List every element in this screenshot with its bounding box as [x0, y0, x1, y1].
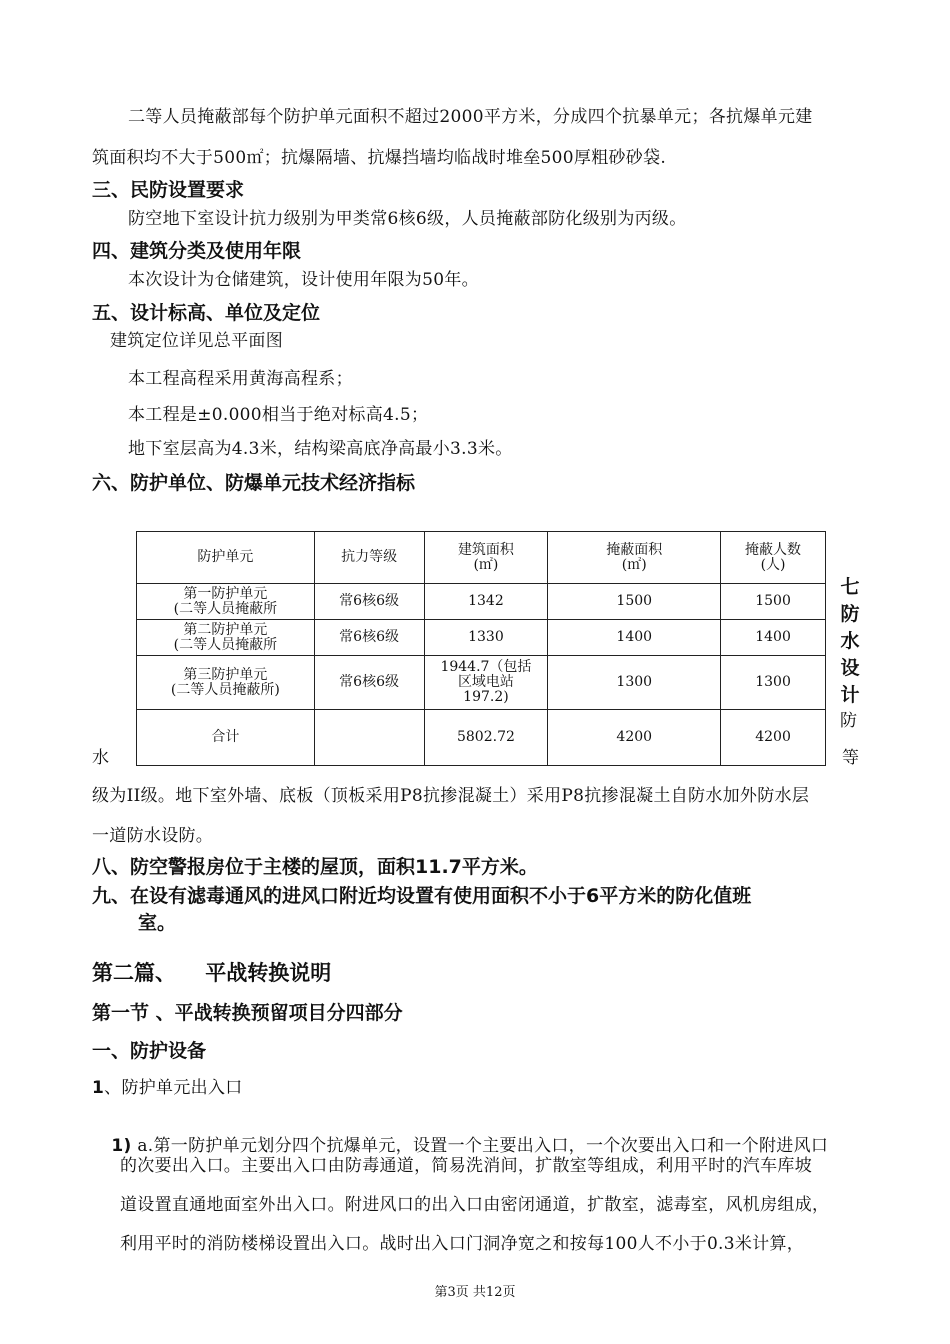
para-text: a.第一防护单元划分四个抗爆单元，设置一个主要出入口，一个次要出入口和一个附进风口 [131, 1136, 829, 1156]
part-2-title: 第二篇、 平战转换说明 [92, 961, 332, 985]
intro-line-1: 二等人员掩蔽部每个防护单元面积不超过2000平方米，分成四个抗暴单元；各抗爆单元建 [128, 107, 813, 127]
technical-indicators-table [136, 531, 826, 766]
table-cell: 常6核6级 [314, 620, 424, 656]
section-4-heading: 四、建筑分类及使用年限 [92, 240, 302, 262]
table-cell: 4200 [721, 710, 826, 766]
table-cell: 1500 [721, 584, 826, 620]
table-cell: 合计 [137, 710, 315, 766]
section-5-heading: 五、设计标高、单位及定位 [92, 302, 321, 324]
header-cell: 抗力等级 [314, 532, 424, 584]
table-cell [314, 710, 424, 766]
para-line-1 [100, 1111, 828, 1156]
section-7-wrap-char: 防 [840, 711, 858, 731]
table-cell: 1300 [721, 656, 826, 710]
section-4-text: 本次设计为仓储建筑，设计使用年限为50年。 [128, 270, 479, 290]
header-cell: 掩蔽人数 (人) [721, 532, 826, 584]
section-7-text-line: 级为II级。地下室外墙、底板（顶板采用P8抗掺混凝土）采用P8抗掺混凝土自防水加外防水层 [92, 786, 810, 806]
item-1-text: 、防护单元出入口 [104, 1078, 243, 1098]
table-header-row [137, 532, 826, 584]
section-6-heading: 六、防护单位、防爆单元技术经济指标 [92, 472, 416, 494]
section-7-wrap-char: 水 [92, 748, 110, 768]
header-cell: 防护单元 [137, 532, 315, 584]
table-cell: 1300 [548, 656, 721, 710]
section-7-wrap-char: 等 [842, 748, 860, 768]
para-number: 1) [111, 1136, 132, 1156]
header-cell: 建筑面积 (㎡) [424, 532, 548, 584]
header-cell: 掩蔽面积 (㎡) [548, 532, 721, 584]
table-row [137, 620, 826, 656]
intro-line-2: 筑面积均不大于500㎡；抗爆隔墙、抗爆挡墙均临战时堆垒500厚粗砂砂袋. [92, 148, 667, 168]
table-cell: 1342 [424, 584, 548, 620]
section-9-text-cont: 室。 [138, 912, 177, 934]
table-cell: 第三防护单元 (二等人员掩蔽所) [137, 656, 315, 710]
section-3-text: 防空地下室设计抗力级别为甲类常6核6级，人员掩蔽部防化级别为丙级。 [128, 209, 687, 229]
section-7-heading-char: 七 [840, 576, 860, 598]
section-5-line: 地下室层高为4.3米，结构梁高底净高最小3.3米。 [128, 439, 513, 459]
section-5-line: 本工程是±0.000相当于绝对标高4.5； [128, 405, 429, 425]
table-cell: 1400 [721, 620, 826, 656]
table-cell: 1500 [548, 584, 721, 620]
section-1-title: 第一节 、平战转换预留项目分四部分 [92, 1002, 403, 1024]
section-7-text-line: 一道防水设防。 [92, 826, 214, 846]
table-row [137, 656, 826, 710]
table-cell: 1400 [548, 620, 721, 656]
section-8-text: 八、防空警报房位于主楼的屋顶，面积11.7平方米。 [92, 856, 538, 878]
table-cell: 4200 [548, 710, 721, 766]
table-row [137, 584, 826, 620]
subsection-1-title: 一、防护设备 [92, 1040, 207, 1062]
table-cell: 第一防护单元 (二等人员掩蔽所 [137, 584, 315, 620]
para-line-2: 的次要出入口。主要出入口由防毒通道，简易洗消间，扩散室等组成，利用平时的汽车库坡 [120, 1156, 812, 1176]
section-3-heading: 三、民防设置要求 [92, 179, 245, 201]
section-7-heading-char: 防 [840, 603, 860, 625]
table-total-row [137, 710, 826, 766]
item-1-number: 1 [92, 1078, 105, 1098]
table-cell: 1330 [424, 620, 548, 656]
section-7-heading-char: 水 [840, 630, 860, 652]
table-cell: 常6核6级 [314, 656, 424, 710]
table-cell: 常6核6级 [314, 584, 424, 620]
table-cell: 第二防护单元 (二等人员掩蔽所 [137, 620, 315, 656]
table-cell: 5802.72 [424, 710, 548, 766]
item-1 [92, 1073, 243, 1098]
section-9-text: 九、在设有滤毒通风的进风口附近均设置有使用面积不小于6平方米的防化值班 [92, 885, 752, 907]
section-7-heading-char: 设 [840, 657, 860, 679]
para-line-4: 利用平时的消防楼梯设置出入口。战时出入口门洞净宽之和按每100人不小于0.3米计算， [120, 1234, 805, 1254]
section-5-line: 建筑定位详见总平面图 [110, 331, 283, 351]
table-cell: 1944.7（包括 区域电站 197.2) [424, 656, 548, 710]
section-7-heading-char: 计 [840, 684, 860, 706]
page-footer: 第3页 共12页 [434, 1285, 516, 1300]
para-line-3: 道设置直通地面室外出入口。附进风口的出入口由密闭通道，扩散室，滤毒室，风机房组成， [120, 1195, 830, 1215]
section-5-line: 本工程高程采用黄海高程系； [128, 369, 353, 389]
